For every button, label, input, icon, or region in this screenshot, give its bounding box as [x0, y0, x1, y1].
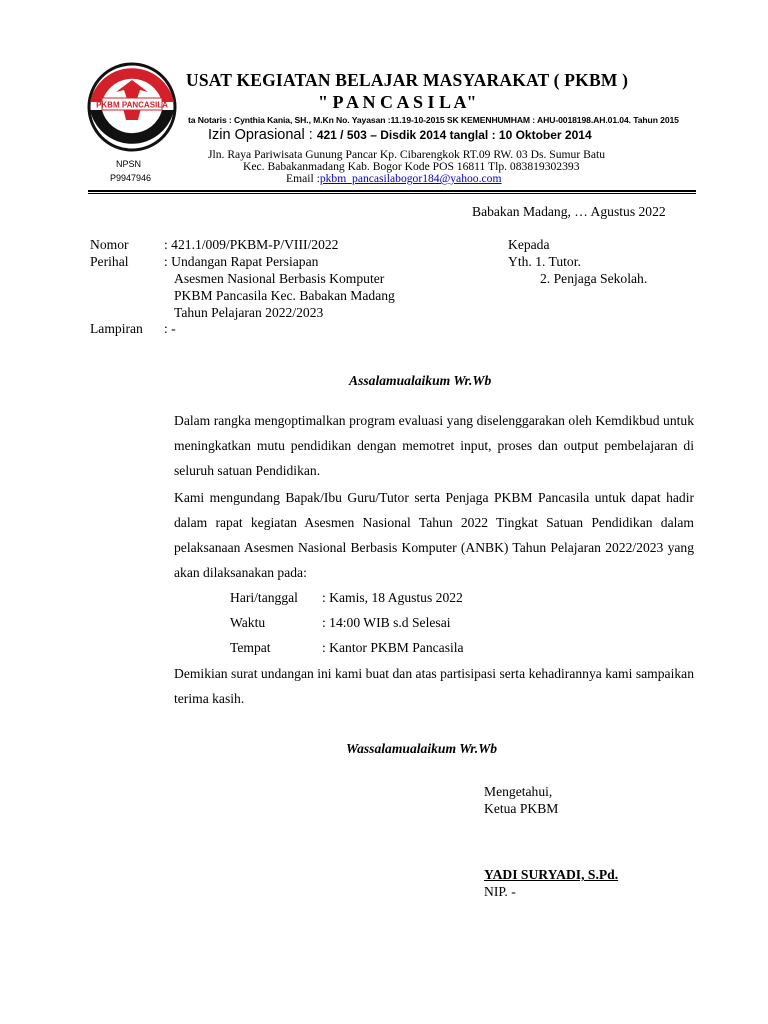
npsn-value: P9947946: [110, 173, 152, 183]
signatory-nip: NIP. -: [484, 884, 516, 899]
closing: Wassalamualaikum Wr.Wb: [346, 741, 498, 756]
lampiran-label: Lampiran: [90, 321, 143, 336]
greeting: Assalamualaikum Wr.Wb: [349, 373, 492, 388]
perihal-line-4: Tahun Pelajaran 2022/2023: [174, 305, 324, 320]
institution-title: USAT KEGIATAN BELAJAR MASYARAKAT ( PKBM ): [186, 70, 629, 90]
recipient-line-1: Yth. 1. Tutor.: [508, 254, 581, 269]
perihal-line-2: Asesmen Nasional Berbasis Komputer: [174, 271, 385, 286]
schedule-label-time: Waktu: [230, 615, 266, 630]
perihal-line-1: : Undangan Rapat Persiapan: [164, 254, 319, 269]
signature-line-2: Ketua PKBM: [484, 801, 559, 816]
email-link[interactable]: pkbm_pancasilabogor184@yahoo.com: [319, 172, 502, 185]
signatory-name: YADI SURYADI, S.Pd.: [484, 867, 619, 882]
perihal-line-3: PKBM Pancasila Kec. Babakan Madang: [174, 288, 395, 303]
schedule-value-time: : 14:00 WIB s.d Selesai: [322, 615, 451, 630]
recipient-kepada: Kepada: [508, 237, 550, 252]
recipient-line-2: 2. Penjaga Sekolah.: [540, 271, 648, 286]
perihal-label: Perihal: [90, 254, 129, 269]
permit-label: Izin Oprasional :: [208, 127, 313, 143]
lampiran-value: : -: [164, 321, 176, 336]
header-rule: [88, 190, 696, 192]
schedule-value-place: : Kantor PKBM Pancasila: [322, 640, 464, 655]
permit-value: 421 / 503 – Disdik 2014 tanglal : 10 Oktober 2014: [316, 128, 592, 142]
pkbm-logo: [76, 62, 188, 152]
address-line-2: Kec. Babakanmadang Kab. Bogor Kode POS 16811 Tlp. 083819302393: [243, 160, 580, 173]
email-line: [286, 172, 501, 185]
header-rule-thin: [88, 193, 696, 194]
paragraph-2: Kami mengundang Bapak/Ibu Guru/Tutor serta Penjaga PKBM Pancasila untuk dapat hadir dalam rapat kegiatan Asesmen Nasional Tahun 2022 Tingkat Satuan Pendidikan dalam pelaksanaan Asesmen Nasional Berbasis Komputer (ANBK) Tahun Pelajaran 2022/2023 yang akan dilaksanakan pada:: [174, 490, 694, 580]
nomor-value: : 421.1/009/PKBM-P/VIII/2022: [164, 237, 339, 252]
npsn-label: NPSN: [116, 159, 142, 169]
address-line-1: Jln. Raya Pariwisata Gunung Pancar Kp. Cibarengkok RT.09 RW. 03 Ds. Sumur Batu: [208, 148, 605, 161]
svg-text:PKBM PANCASILA: PKBM PANCASILA: [96, 100, 168, 110]
schedule-label-place: Tempat: [230, 640, 271, 655]
schedule-label-day: Hari/tanggal: [230, 590, 298, 605]
paragraph-3: Demikian surat undangan ini kami buat dan atas partisipasi serta kehadirannya kami sampaikan terima kasih.: [174, 666, 694, 706]
nomor-label: Nomor: [90, 237, 129, 252]
email-label: Email :: [286, 172, 320, 185]
operational-permit: [208, 127, 592, 143]
place-date: Babakan Madang, … Agustus 2022: [472, 204, 666, 219]
paragraph-1: Dalam rangka mengoptimalkan program evaluasi yang diselenggarakan oleh Kemdikbud untuk meningkatkan mutu pendidikan dengan memotret input, proses dan output pembelajaran di seluruh satuan Pendidikan.: [174, 413, 694, 478]
signature-line-1: Mengetahui,: [484, 784, 553, 799]
schedule-value-day: : Kamis, 18 Agustus 2022: [322, 590, 463, 605]
institution-subtitle: " P A N C A S I L A": [318, 92, 477, 112]
notary-line: ta Notaris : Cynthia Kania, SH., M.Kn No. Yayasan :11.19-10-2015 SK KEMENHUMHAM : AHU-0018198.AH.01.04. Tahun 2015: [188, 115, 679, 125]
